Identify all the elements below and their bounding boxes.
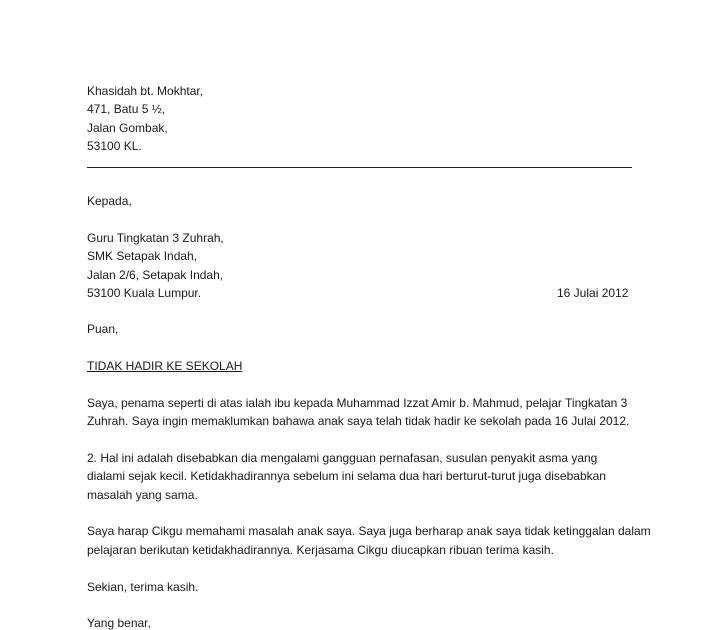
greeting: Puan, — [87, 322, 119, 336]
paragraph-1-line-1: Saya, penama seperti di atas ialah ibu kepada Muhammad Izzat Amir b. Mahmud, pelajar Tingkatan 3 — [87, 396, 628, 410]
sender-postcode-city: 53100 KL. — [87, 139, 142, 153]
recipient-salutation: Kepada, — [87, 194, 132, 208]
closing-sign-off: Yang benar, — [87, 616, 151, 630]
recipient-title: Guru Tingkatan 3 Zuhrah, — [87, 231, 224, 245]
paragraph-2-line-1: 2. Hal ini adalah disebabkan dia mengalami gangguan pernafasan, susulan penyakit asma yang — [87, 451, 598, 465]
paragraph-3-line-1: Saya harap Cikgu memahami masalah anak saya. Saya juga berharap anak saya tidak ketinggalan dalam — [87, 524, 651, 538]
header-divider — [87, 167, 632, 168]
paragraph-3-line-2: pelajaran berikutan ketidakhadirannya. Kerjasama Cikgu diucapkan ribuan terima kasih. — [87, 543, 554, 557]
recipient-school: SMK Setapak Indah, — [87, 249, 198, 263]
paragraph-1-line-2: Zuhrah. Saya ingin memaklumkan bahawa anak saya telah tidak hadir ke sekolah pada 16 Julai 2012. — [87, 414, 630, 428]
recipient-street: Jalan 2/6, Setapak Indah, — [87, 268, 224, 282]
sender-address-line1: 471, Batu 5 ½, — [87, 102, 166, 116]
paragraph-2-line-2: dialami sejak kecil. Ketidakhadirannya sebelum ini selama dua hari berturut-turut juga disebabkan — [87, 469, 606, 483]
recipient-postcode-city: 53100 Kuala Lumpur. — [87, 286, 202, 300]
sender-name: Khasidah bt. Mokhtar, — [87, 84, 204, 98]
subject-heading: TIDAK HADIR KE SEKOLAH — [87, 359, 243, 373]
letter-date: 16 Julai 2012 — [557, 286, 629, 300]
closing-thanks: Sekian, terima kasih. — [87, 580, 199, 594]
paragraph-2-line-3: masalah yang sama. — [87, 488, 198, 502]
sender-address-line2: Jalan Gombak, — [87, 121, 168, 135]
